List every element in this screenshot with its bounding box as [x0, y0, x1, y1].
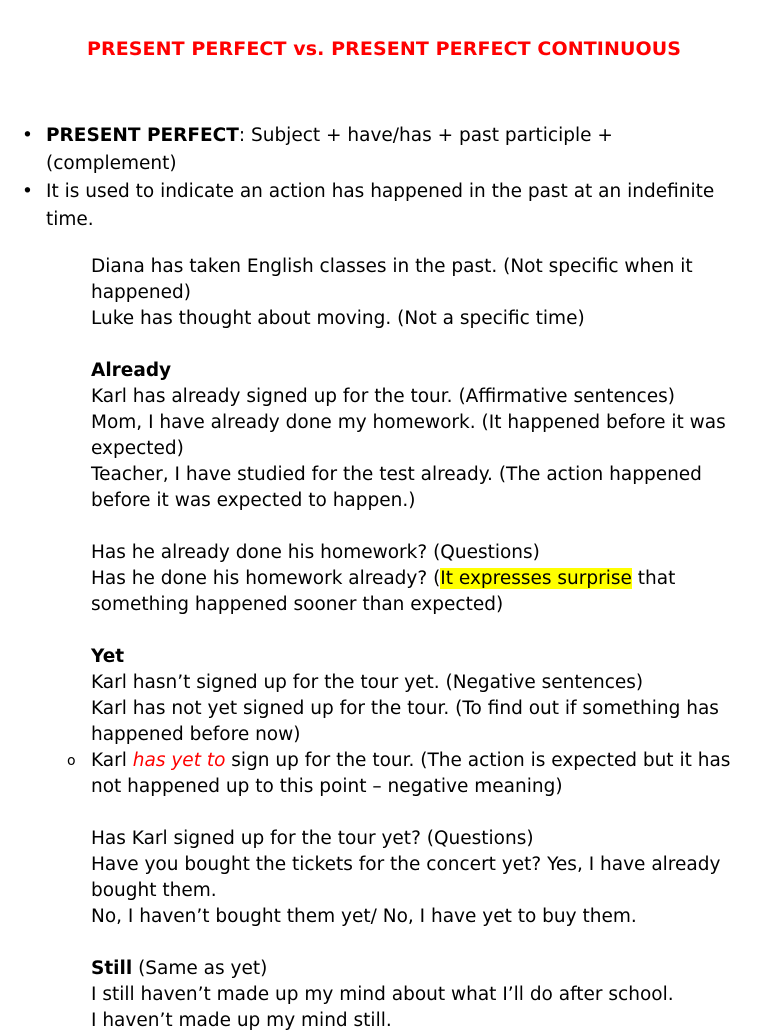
sub-bullet-item: [67, 748, 761, 800]
page-title: PRESENT PERFECT vs. PRESENT PERFECT CONTINUOUS: [86, 38, 682, 60]
example-text: Karl: [91, 750, 133, 771]
example-line: No, I haven’t bought them yet/ No, I have yet to buy them.: [91, 906, 637, 927]
heading-still-line: [91, 956, 761, 982]
bullet-list: [0, 122, 768, 234]
example-line: I haven’t made up my mind still.: [91, 1010, 392, 1031]
example-line: Has he already done his homework? (Questions): [91, 542, 540, 563]
heading-yet: Yet: [91, 646, 125, 667]
spacer: [91, 514, 761, 540]
bullet-item: [0, 122, 768, 178]
spacer: [91, 618, 761, 644]
example-line: Luke has thought about moving. (Not a specific time): [91, 308, 585, 329]
example-text: Has he done his homework already? (: [91, 568, 441, 589]
example-text: sign up for the tour. (The action is expected but it has not happened up to this point – negative meaning): [91, 750, 731, 797]
example-text: that something happened sooner than expected): [91, 568, 676, 615]
example-line: Mom, I have already done my homework. (It happened before it was expected): [91, 412, 726, 459]
heading-already: Already: [91, 360, 172, 381]
bullet-icon: •: [22, 181, 33, 202]
usage-text: It is used to indicate an action has happened in the past at an indefinite time.: [46, 181, 715, 230]
example-line: Has Karl signed up for the tour yet? (Questions): [91, 828, 534, 849]
example-line: Have you bought the tickets for the concert yet? Yes, I have already bought them.: [91, 854, 721, 901]
example-line: Diana has taken English classes in the past. (Not specific when it happened): [91, 256, 693, 303]
circle-bullet-icon: o: [67, 753, 76, 769]
highlighted-text: It expresses surprise: [440, 568, 632, 589]
example-line: I still haven’t made up my mind about what I’ll do after school.: [91, 984, 674, 1005]
term-present-perfect: PRESENT PERFECT: [46, 125, 239, 146]
emphasis-text: has yet to: [132, 750, 226, 771]
spacer: [91, 930, 761, 956]
heading-still: Still: [91, 958, 133, 979]
example-line: Karl has not yet signed up for the tour. (To find out if something has happened before now): [91, 698, 719, 745]
examples-section: [67, 254, 761, 1034]
heading-note: (Same as yet): [132, 958, 268, 979]
example-line: [91, 566, 761, 618]
example-line: Teacher, I have studied for the test already. (The action happened before it was expected to happen.): [91, 464, 702, 511]
example-line: Karl hasn’t signed up for the tour yet. (Negative sentences): [91, 672, 644, 693]
spacer: [91, 332, 761, 358]
bullet-item: [0, 178, 768, 234]
example-line: Karl has already signed up for the tour. (Affirmative sentences): [91, 386, 675, 407]
formula-text: : Subject + have/has + past participle + (complement): [46, 125, 613, 174]
spacer: [91, 800, 761, 826]
bullet-icon: •: [22, 125, 33, 146]
